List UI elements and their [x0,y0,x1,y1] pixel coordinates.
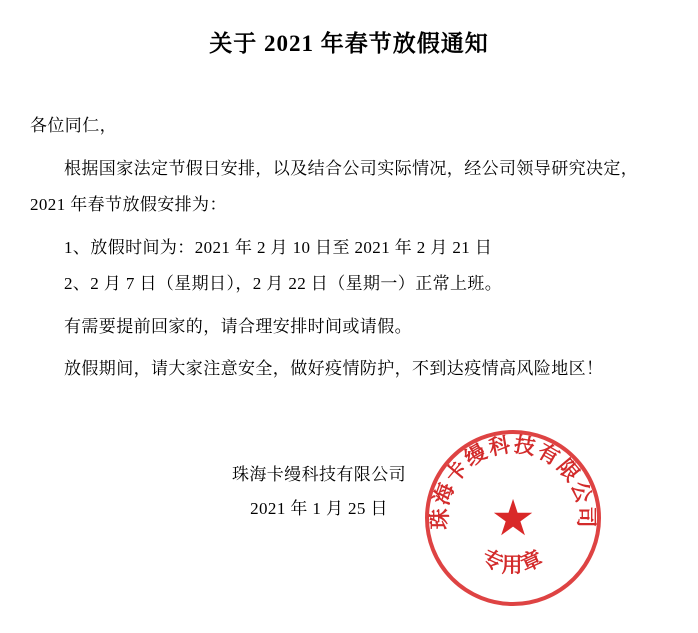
intro-paragraph: 根据国家法定节假日安排，以及结合公司实际情况，经公司领导研究决定， [64,158,639,178]
signature-block [0,458,698,526]
list-item: 2、2 月 7 日（星期日），2 月 22 日（星期一）正常上班。 [64,274,503,294]
list-item: 1、放假时间为：2021 年 2 月 10 日至 2021 年 2 月 21 日 [64,237,493,257]
page-title: 关于 2021 年春节放假通知 [209,31,489,56]
intro-paragraph-cont: 2021 年春节放假安排为： [30,195,227,215]
document-page [0,28,698,633]
seal-star-icon: ★ [490,490,536,546]
note-paragraph-1: 有需要提前回家的，请合理安排时间或请假。 [64,316,412,336]
salutation: 各位同仁， [30,116,117,136]
note-paragraph-2: 放假期间，请大家注意安全，做好疫情防护，不到达疫情高风险地区！ [64,359,604,379]
signature-date: 2021 年 1 月 25 日 [250,499,388,519]
seal-company-text: 珠海卡缦科技有限公司 [427,432,599,530]
seal-bottom-text: 专用章 [478,545,548,577]
signature-company: 珠海卡缦科技有限公司 [232,465,406,485]
document-body [0,108,698,388]
